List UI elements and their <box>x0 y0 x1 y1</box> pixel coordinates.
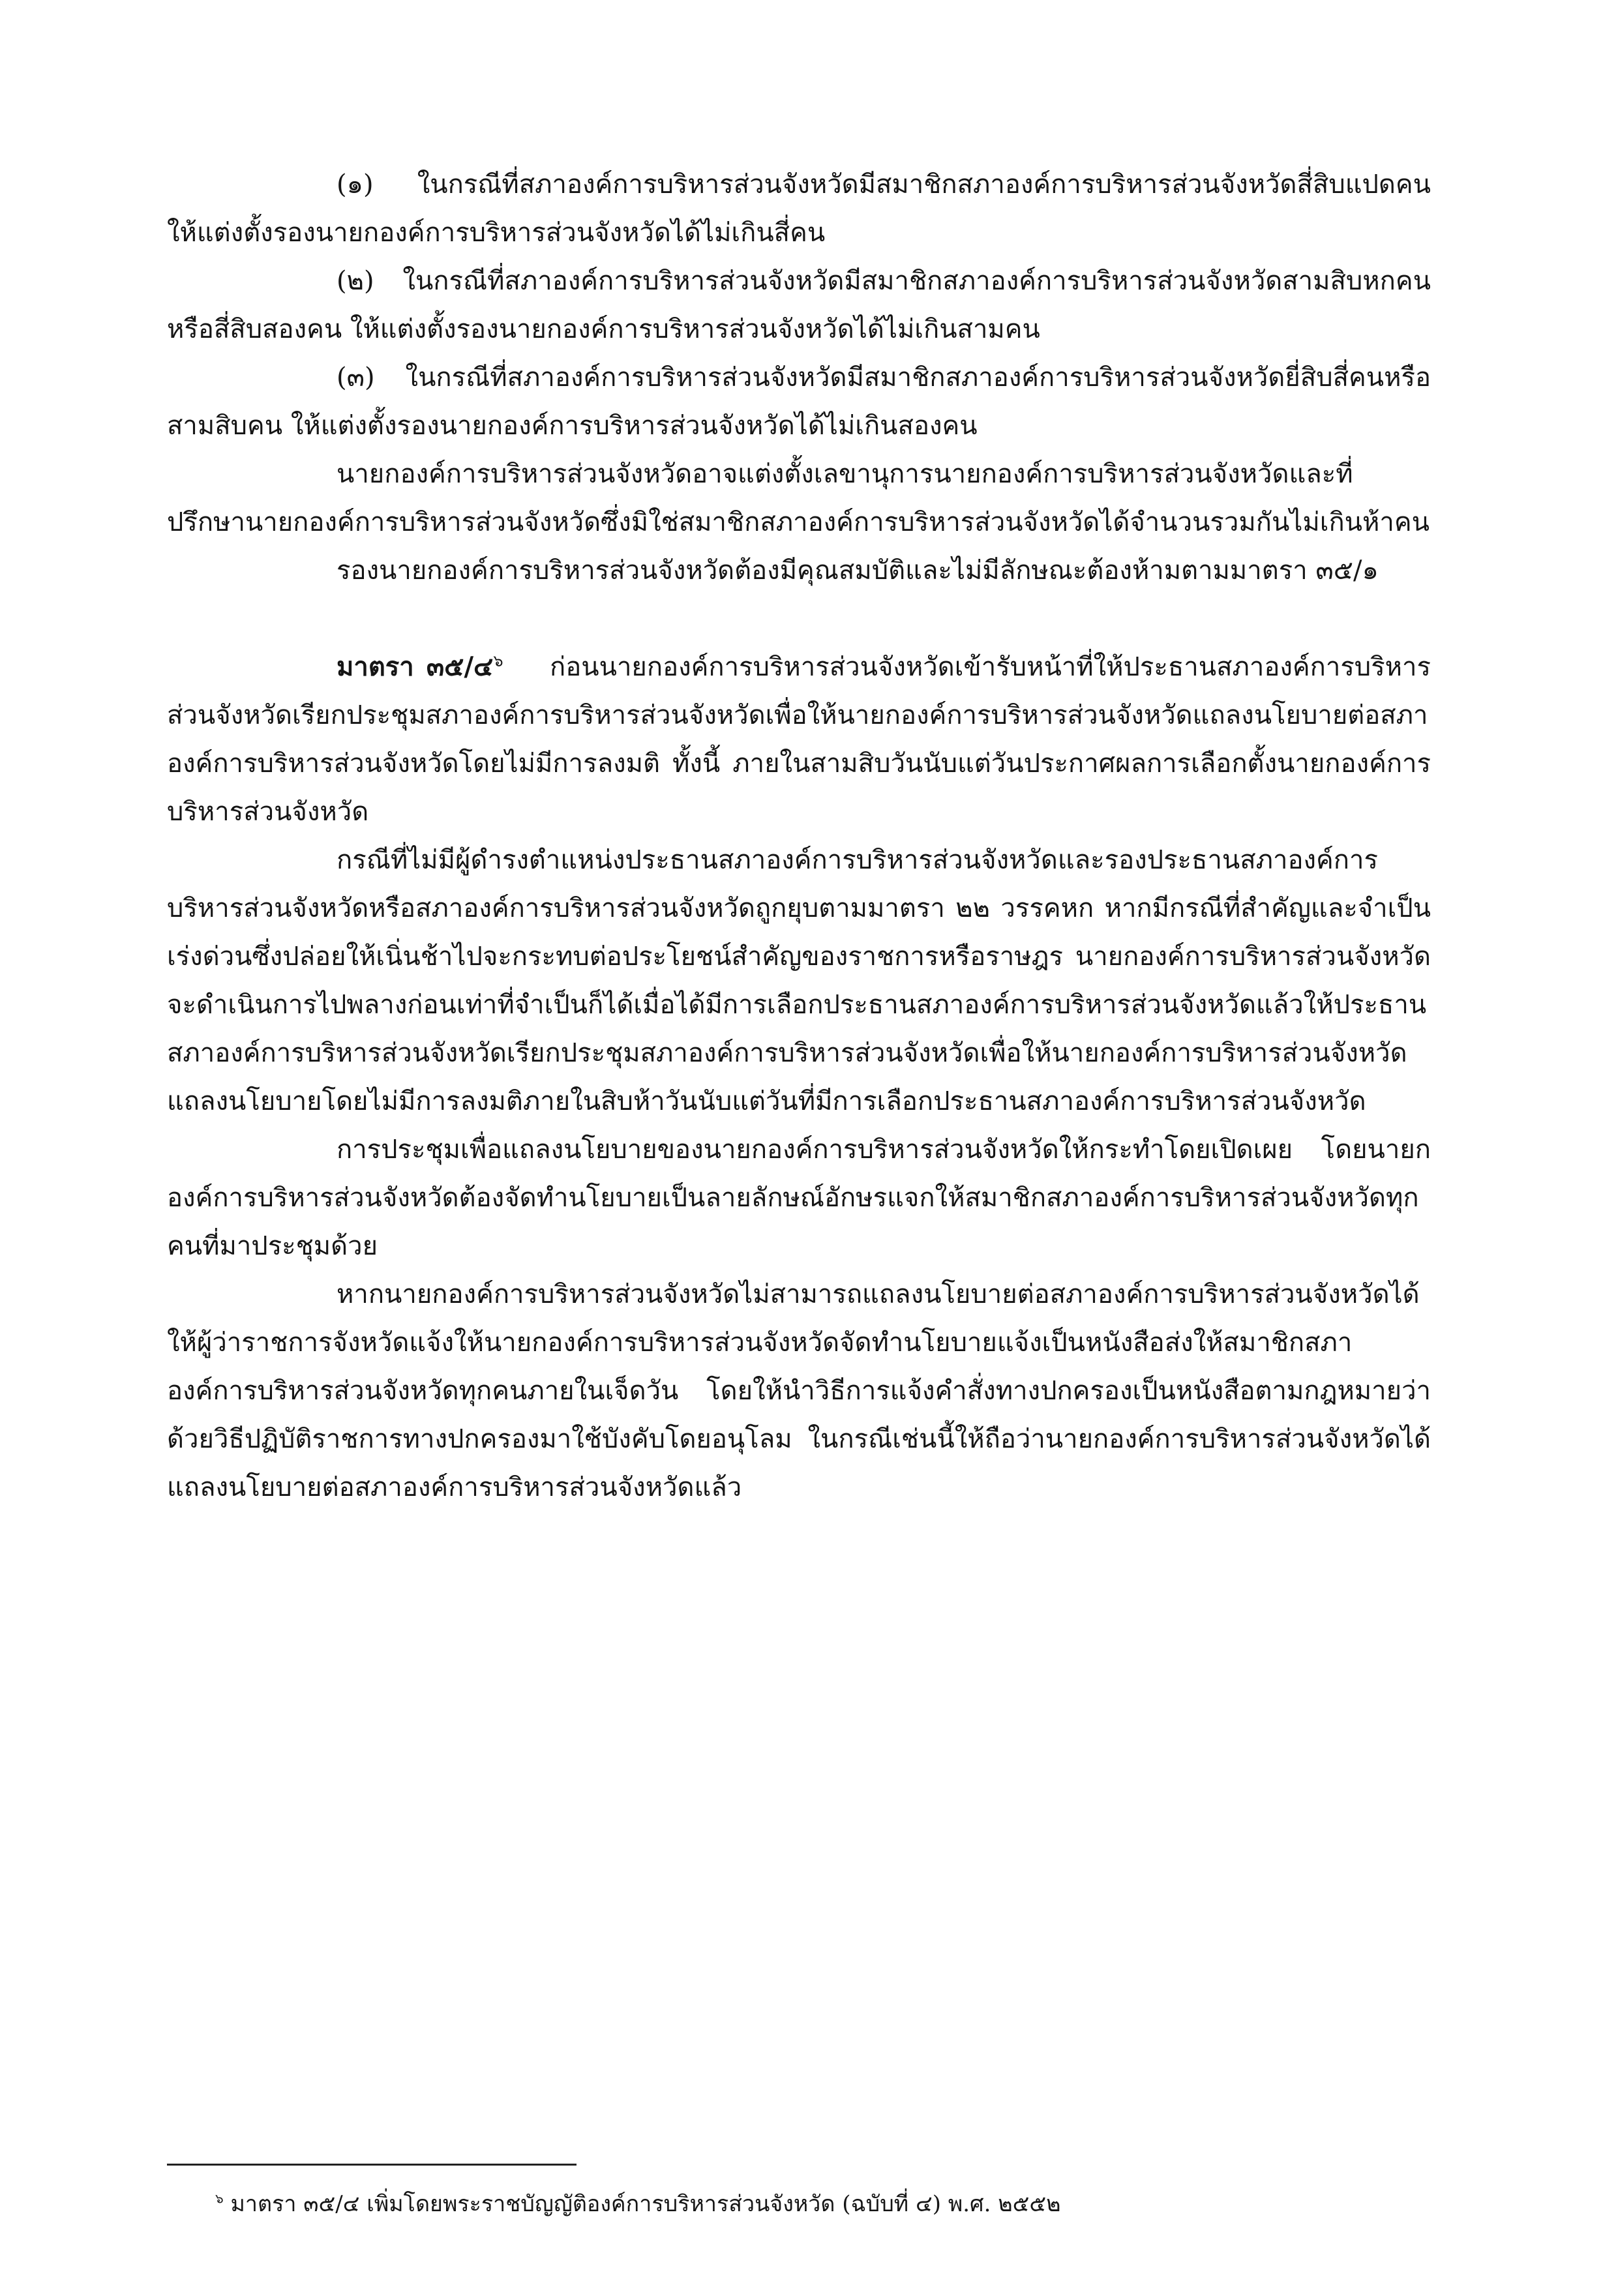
section-text: ก่อนนายกองค์การบริหารส่วนจังหวัดเข้ารับหน้าที่ให้ประธานสภาองค์การบริหารส่วนจังหวัดเรียกประชุมสภาองค์การบริหารส่วนจังหวัดเพื่อให้นายกองค์การบริหารส่วนจังหวัดแถลงนโยบายต่อสภาองค์การบริหารส่วนจังหวัดโดยไม่มีการลงมติ ทั้งนี้ ภายในสามสิบวันนับแต่วันประกาศผลการเลือกตั้งนายกองค์การบริหารส่วนจังหวัด <box>167 652 1431 827</box>
paragraph-1: (๑) ในกรณีที่สภาองค์การบริหารส่วนจังหวัดมีสมาชิกสภาองค์การบริหารส่วนจังหวัดสี่สิบแปดคน ให้แต่งตั้งรองนายกองค์การบริหารส่วนจังหวัดได้ไม่เกินสี่คน <box>167 170 1431 248</box>
footnote-text: มาตรา ๓๕/๔ เพิ่มโดยพระราชบัญญัติองค์การบริหารส่วนจังหวัด (ฉบับที่ ๔) พ.ศ. ๒๕๕๒ <box>230 2191 1061 2217</box>
body-text <box>167 160 1431 1512</box>
footnote-number: ๖ <box>215 2190 224 2207</box>
section-number: มาตรา ๓๕/๔ <box>337 651 494 682</box>
paragraph-2: (๒) ในกรณีที่สภาองค์การบริหารส่วนจังหวัดมีสมาชิกสภาองค์การบริหารส่วนจังหวัดสามสิบหกคนหรือสี่สิบสองคน ให้แต่งตั้งรองนายกองค์การบริหารส่วนจังหวัดได้ไม่เกินสามคน <box>167 266 1431 344</box>
footnote-reference: ๖ <box>493 651 503 670</box>
paragraph-8: การประชุมเพื่อแถลงนโยบายของนายกองค์การบริหารส่วนจังหวัดให้กระทำโดยเปิดเผย โดยนายกองค์การบริหารส่วนจังหวัดต้องจัดทำนโยบายเป็นลายลักษณ์อักษรแจกให้สมาชิกสภาองค์การบริหารส่วนจังหวัดทุกคนที่มาประชุมด้วย <box>167 1135 1431 1261</box>
paragraph-7: กรณีที่ไม่มีผู้ดำรงตำแหน่งประธานสภาองค์การบริหารส่วนจังหวัดและรองประธานสภาองค์การบริหารส่วนจังหวัดหรือสภาองค์การบริหารส่วนจังหวัดถูกยุบตามมาตรา ๒๒ วรรคหก หากมีกรณีที่สำคัญและจำเป็นเร่งด่วนซึ่งปล่อยให้เนิ่นช้าไปจะกระทบต่อประโยชน์สำคัญของราชการหรือราษฎร นายกองค์การบริหารส่วนจังหวัดจะดำเนินการไปพลางก่อนเท่าที่จำเป็นก็ได้เมื่อได้มีการเลือกประธานสภาองค์การบริหารส่วนจังหวัดแล้วให้ประธานสภาองค์การบริหารส่วนจังหวัดเรียกประชุมสภาองค์การบริหารส่วนจังหวัดเพื่อให้นายกองค์การบริหารส่วนจังหวัดแถลงนโยบายโดยไม่มีการลงมติภายในสิบห้าวันนับแต่วันที่มีการเลือกประธานสภาองค์การบริหารส่วนจังหวัด <box>167 845 1431 1116</box>
paragraph-4: นายกองค์การบริหารส่วนจังหวัดอาจแต่งตั้งเลขานุการนายกองค์การบริหารส่วนจังหวัดและที่ปรึกษานายกองค์การบริหารส่วนจังหวัดซึ่งมิใช่สมาชิกสภาองค์การบริหารส่วนจังหวัดได้จำนวนรวมกันไม่เกินห้าคน <box>167 459 1430 537</box>
footnote <box>215 2184 1431 2224</box>
section-35-4-paragraph <box>167 643 1431 836</box>
paragraph-5: รองนายกองค์การบริหารส่วนจังหวัดต้องมีคุณสมบัติและไม่มีลักษณะต้องห้ามตามมาตรา ๓๕/๑ <box>337 556 1379 586</box>
footnote-divider <box>167 2164 577 2166</box>
paragraph-9: หากนายกองค์การบริหารส่วนจังหวัดไม่สามารถแถลงนโยบายต่อสภาองค์การบริหารส่วนจังหวัดได้ให้ผู้ว่าราชการจังหวัดแจ้งให้นายกองค์การบริหารส่วนจังหวัดจัดทำนโยบายแจ้งเป็นหนังสือส่งให้สมาชิกสภาองค์การบริหารส่วนจังหวัดทุกคนภายในเจ็ดวัน โดยให้นำวิธีการแจ้งคำสั่งทางปกครองเป็นหนังสือตามกฎหมายว่าด้วยวิธีปฏิบัติราชการทางปกครองมาใช้บังคับโดยอนุโลม ในกรณีเช่นนี้ให้ถือว่านายกองค์การบริหารส่วนจังหวัดได้แถลงนโยบายต่อสภาองค์การบริหารส่วนจังหวัดแล้ว <box>167 1279 1431 1502</box>
paragraph-3: (๓) ในกรณีที่สภาองค์การบริหารส่วนจังหวัดมีสมาชิกสภาองค์การบริหารส่วนจังหวัดยี่สิบสี่คนหรือสามสิบคน ให้แต่งตั้งรองนายกองค์การบริหารส่วนจังหวัดได้ไม่เกินสองคน <box>167 363 1431 441</box>
section-gap <box>167 595 1431 643</box>
